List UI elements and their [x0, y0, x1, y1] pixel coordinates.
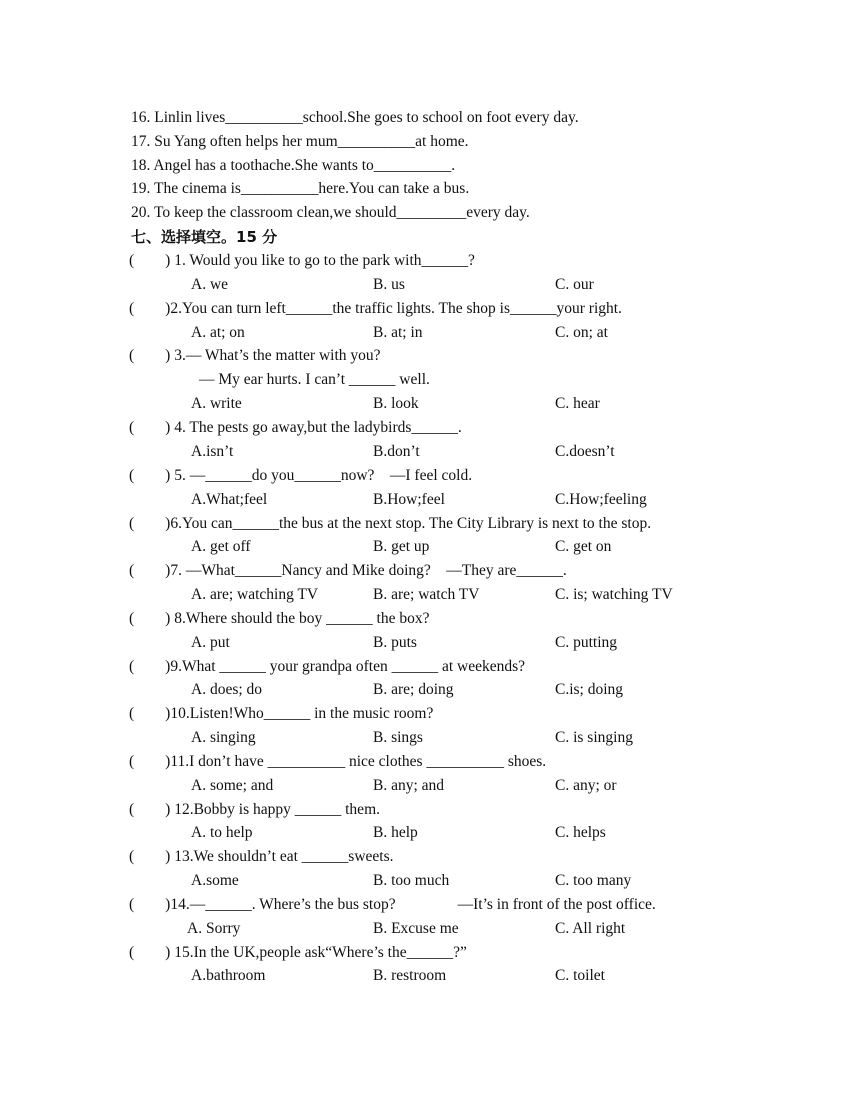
- question-6-option-c: C. get on: [555, 538, 612, 555]
- question-10-option-c: C. is singing: [555, 729, 633, 746]
- question-11-option-a: A. some; and: [191, 777, 274, 794]
- question-1-stem: ( ) 1. Would you like to go to the park with______?: [129, 252, 475, 269]
- question-15-stem: ( ) 15.In the UK,people ask“Where’s the______?”: [129, 944, 467, 961]
- question-4-option-b: B.don’t: [373, 443, 420, 460]
- question-14-stem: ( )14.—______. Where’s the bus stop? —It’s in front of the post office.: [129, 896, 656, 913]
- question-9-stem: ( )9.What ______ your grandpa often ______ at weekends?: [129, 658, 525, 675]
- question-2-option-c: C. on; at: [555, 324, 608, 341]
- question-5-option-c: C.How;feeling: [555, 491, 647, 508]
- question-14-option-c: C. All right: [555, 920, 626, 937]
- fill-item-18: 18. Angel has a toothache.She wants to__________.: [131, 157, 456, 174]
- question-8-option-b: B. puts: [373, 634, 417, 651]
- question-3-stem-line-2: — My ear hurts. I can’t ______ well.: [199, 371, 430, 388]
- question-3-option-a: A. write: [191, 395, 242, 412]
- question-7-stem: ( )7. —What______Nancy and Mike doing? —They are______.: [129, 562, 567, 579]
- question-11-option-c: C. any; or: [555, 777, 617, 794]
- question-12-option-c: C. helps: [555, 824, 606, 841]
- question-2-option-b: B. at; in: [373, 324, 423, 341]
- question-15-option-a: A.bathroom: [191, 967, 266, 984]
- question-13-option-b: B. too much: [373, 872, 450, 889]
- question-10-option-b: B. sings: [373, 729, 423, 746]
- question-3-option-b: B. look: [373, 395, 419, 412]
- question-10-stem: ( )10.Listen!Who______ in the music room?: [129, 705, 434, 722]
- question-9-option-c: C.is; doing: [555, 681, 624, 698]
- fill-item-20: 20. To keep the classroom clean,we should_________every day.: [131, 204, 530, 221]
- question-2-option-a: A. at; on: [191, 324, 245, 341]
- question-15-option-c: C. toilet: [555, 967, 605, 984]
- question-1-option-b: B. us: [373, 276, 405, 293]
- question-7-option-b: B. are; watch TV: [373, 586, 480, 603]
- question-4-stem: ( ) 4. The pests go away,but the ladybirds______.: [129, 419, 462, 436]
- question-1-option-a: A. we: [191, 276, 229, 293]
- question-10-option-a: A. singing: [191, 729, 256, 746]
- question-5-stem: ( ) 5. —______do you______now? —I feel cold.: [129, 467, 473, 484]
- question-12-stem: ( ) 12.Bobby is happy ______ them.: [129, 801, 380, 818]
- question-7-option-c: C. is; watching TV: [555, 586, 673, 603]
- question-6-option-b: B. get up: [373, 538, 430, 555]
- question-8-stem: ( ) 8.Where should the boy ______ the box?: [129, 610, 430, 627]
- fill-item-17: 17. Su Yang often helps her mum__________at home.: [131, 133, 469, 150]
- question-9-option-b: B. are; doing: [373, 681, 454, 698]
- question-9-option-a: A. does; do: [191, 681, 263, 698]
- question-6-option-a: A. get off: [191, 538, 251, 555]
- question-14-option-a: A. Sorry: [187, 920, 241, 937]
- fill-item-19: 19. The cinema is__________here.You can take a bus.: [131, 180, 470, 197]
- section-heading: 七、选择填空。15 分: [131, 228, 278, 246]
- question-7-option-a: A. are; watching TV: [191, 586, 319, 603]
- question-8-option-c: C. putting: [555, 634, 618, 651]
- question-12-option-a: A. to help: [191, 824, 253, 841]
- fill-item-16: 16. Linlin lives__________school.She goes to school on foot every day.: [131, 109, 579, 126]
- question-5-option-b: B.How;feel: [373, 491, 445, 508]
- question-11-option-b: B. any; and: [373, 777, 445, 794]
- question-15-option-b: B. restroom: [373, 967, 447, 984]
- question-6-stem: ( )6.You can______the bus at the next stop. The City Library is next to the stop.: [129, 515, 652, 532]
- question-11-stem: ( )11.I don’t have __________ nice clothes __________ shoes.: [129, 753, 547, 770]
- question-13-stem: ( ) 13.We shouldn’t eat ______sweets.: [129, 848, 394, 865]
- question-4-option-a: A.isn’t: [191, 443, 234, 460]
- question-8-option-a: A. put: [191, 634, 230, 651]
- question-13-option-a: A.some: [191, 872, 239, 889]
- question-14-option-b: B. Excuse me: [373, 920, 459, 937]
- question-4-option-c: C.doesn’t: [555, 443, 615, 460]
- question-5-option-a: A.What;feel: [191, 491, 268, 508]
- question-2-stem: ( )2.You can turn left______the traffic lights. The shop is______your right.: [129, 300, 622, 317]
- question-3-option-c: C. hear: [555, 395, 600, 412]
- question-1-option-c: C. our: [555, 276, 594, 293]
- question-13-option-c: C. too many: [555, 872, 632, 889]
- question-12-option-b: B. help: [373, 824, 418, 841]
- question-3-stem: ( ) 3.— What’s the matter with you?: [129, 347, 381, 364]
